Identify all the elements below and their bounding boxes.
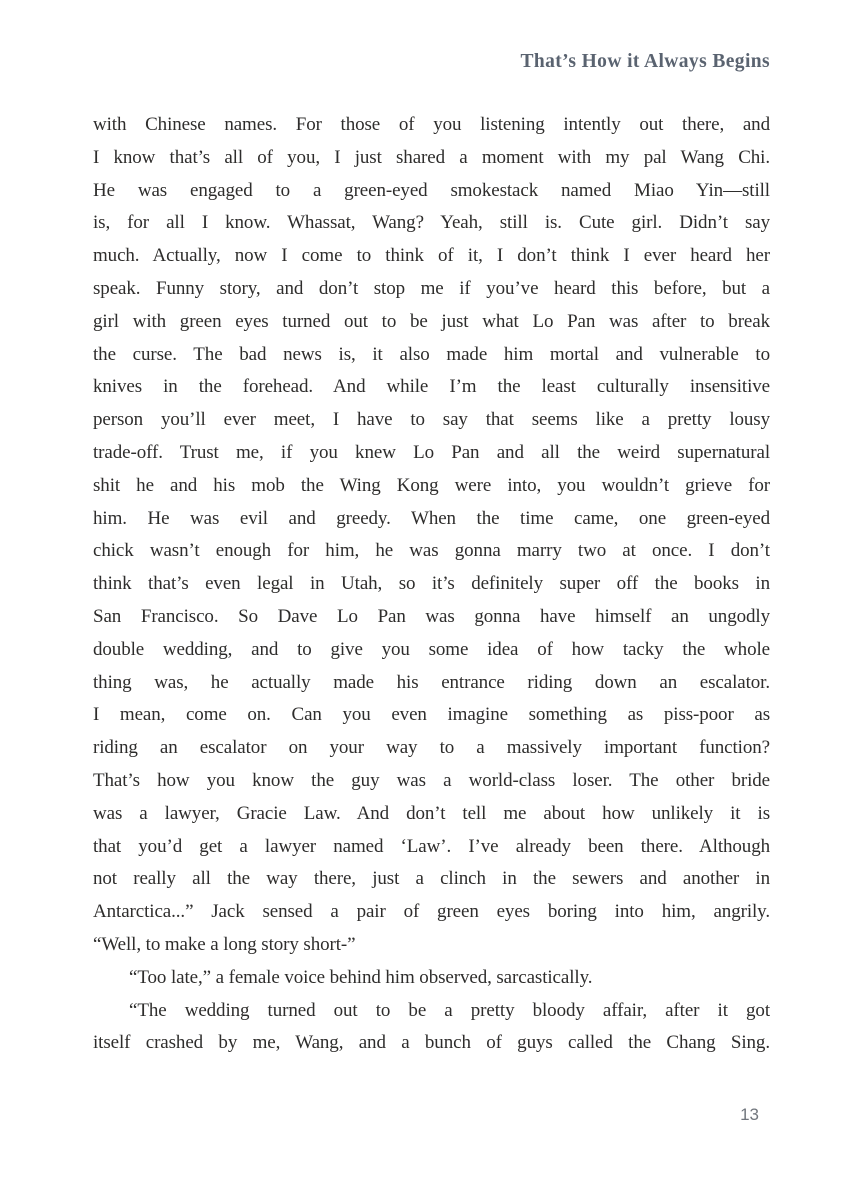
- text-line: itself crashed by me, Wang, and a bunch of guys called the Chang Sing.: [93, 1032, 770, 1054]
- text-line: riding an escalator on your way to a massively important function?: [93, 737, 770, 759]
- text-line: shit he and his mob the Wing Kong were into, you wouldn’t grieve for: [93, 474, 770, 496]
- text-line: with Chinese names. For those of you listening intently out there, and: [93, 114, 770, 135]
- text-line: think that’s even legal in Utah, so it’s definitely super off the books in: [93, 573, 770, 595]
- text-line: chick wasn’t enough for him, he was gonna marry two at once. I don’t: [93, 540, 770, 562]
- text-line: Antarctica...” Jack sensed a pair of green eyes boring into him, angrily.: [93, 901, 770, 923]
- text-line: is, for all I know. Whassat, Wang? Yeah, still is. Cute girl. Didn’t say: [93, 212, 770, 234]
- text-line: San Francisco. So Dave Lo Pan was gonna have himself an ungodly: [93, 605, 770, 627]
- text-line: He was engaged to a green-eyed smokestack named Miao Yin—still: [93, 179, 770, 201]
- text-line: girl with green eyes turned out to be just what Lo Pan was after to break: [93, 310, 770, 332]
- text-line: I know that’s all of you, I just shared a moment with my pal Wang Chi.: [93, 146, 770, 168]
- text-line: trade-off. Trust me, if you knew Lo Pan and all the weird supernatural: [93, 441, 770, 463]
- page-number: 13: [740, 1105, 759, 1124]
- running-head: That’s How it Always Begins: [520, 51, 770, 72]
- text-line: him. He was evil and greedy. When the time came, one green-eyed: [93, 507, 770, 529]
- text-line: speak. Funny story, and don’t stop me if you’ve heard this before, but a: [93, 277, 770, 299]
- text-line: person you’ll ever meet, I have to say that seems like a pretty lousy: [93, 409, 770, 431]
- text-line: knives in the forehead. And while I’m the least culturally insensitive: [93, 376, 770, 398]
- text-line: that you’d get a lawyer named ‘Law’. I’ve already been there. Although: [93, 835, 770, 857]
- text-line: “Too late,” a female voice behind him observed, sarcastically.: [129, 966, 593, 988]
- text-line: “Well, to make a long story short-”: [93, 933, 356, 955]
- text-line: was a lawyer, Gracie Law. And don’t tell me about how unlikely it is: [93, 802, 770, 824]
- text-line: That’s how you know the guy was a world-class loser. The other bride: [93, 769, 770, 791]
- text-line: thing was, he actually made his entrance riding down an escalator.: [93, 671, 770, 693]
- text-line: much. Actually, now I come to think of it, I don’t think I ever heard her: [93, 245, 770, 267]
- text-line: double wedding, and to give you some idea of how tacky the whole: [93, 638, 770, 660]
- text-line: “The wedding turned out to be a pretty bloody affair, after it got: [129, 999, 770, 1021]
- text-line: not really all the way there, just a clinch in the sewers and another in: [93, 868, 770, 890]
- text-line: I mean, come on. Can you even imagine something as piss-poor as: [93, 704, 770, 726]
- body-text-block: [93, 109, 770, 1060]
- text-line: the curse. The bad news is, it also made him mortal and vulnerable to: [93, 343, 770, 365]
